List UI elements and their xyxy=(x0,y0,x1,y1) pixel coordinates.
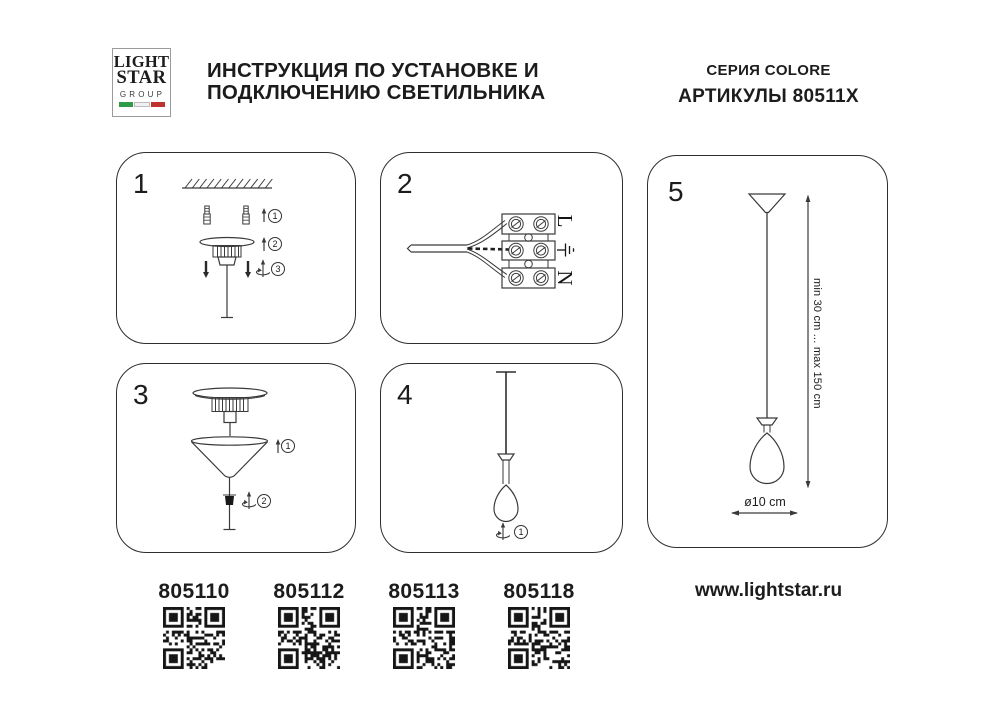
step-marker-2: 2 xyxy=(268,237,282,251)
step-panel-4 xyxy=(380,363,623,553)
website-url: www.lightstar.ru xyxy=(694,580,843,601)
lock-nut-icon xyxy=(225,496,234,505)
articles-code: АРТИКУЛЫ 80511X xyxy=(678,86,859,107)
step-marker-1: 1 xyxy=(514,525,528,539)
qr-code xyxy=(278,607,340,669)
pendant-drawing xyxy=(749,194,785,484)
canopy-drawing xyxy=(200,238,254,318)
flag-green xyxy=(119,102,133,107)
earth-symbol-icon xyxy=(557,244,574,257)
pendant-cord-drawing xyxy=(496,372,516,484)
height-dimension-arrow xyxy=(806,195,811,489)
height-range-label: min 30 cm ... max 150 cm xyxy=(811,278,823,409)
qr-code xyxy=(508,607,570,669)
flag-red xyxy=(151,102,165,107)
step-number: 2 xyxy=(397,168,413,199)
step-number: 5 xyxy=(668,176,684,207)
series-block xyxy=(648,62,889,108)
wiring-diagram xyxy=(381,153,621,342)
cable-drawing xyxy=(408,221,510,278)
step-number: 1 xyxy=(133,168,149,199)
logo-word-light: LIGHT xyxy=(113,52,170,71)
step-panel-3 xyxy=(116,363,356,553)
step-number: 3 xyxy=(133,379,149,410)
up-arrow-icon xyxy=(262,237,267,251)
step-marker-1: 1 xyxy=(268,209,282,223)
page-title xyxy=(207,60,547,103)
step-panel-1 xyxy=(116,152,356,344)
ceiling-hatch xyxy=(182,179,272,188)
step-marker-1: 1 xyxy=(281,439,295,453)
shade-mounting-diagram xyxy=(117,364,354,551)
italian-flag-stripe xyxy=(119,102,165,107)
qr-code xyxy=(163,607,225,669)
canopy-drawing xyxy=(193,388,267,436)
step-number: 4 xyxy=(397,379,413,410)
up-arrow-icon xyxy=(262,208,267,222)
diameter-dimension-arrow xyxy=(731,510,798,515)
up-arrow-icon xyxy=(276,439,281,453)
cord-and-nut-drawing xyxy=(223,477,236,530)
terminal-block-drawing xyxy=(502,214,555,288)
article-code: 805118 xyxy=(503,580,575,603)
qr-code xyxy=(393,607,455,669)
logo-word-group: GROUP xyxy=(119,90,166,99)
screw-icon xyxy=(245,261,251,278)
rotate-icon xyxy=(257,260,270,278)
terminal-label-live: L xyxy=(553,214,577,228)
rotate-icon xyxy=(497,523,510,541)
step-marker-2: 2 xyxy=(257,494,271,508)
pendant-overview-diagram xyxy=(648,156,886,546)
diameter-label: ø10 cm xyxy=(744,495,786,509)
rotate-icon xyxy=(243,492,256,510)
cone-shade-drawing xyxy=(192,437,268,478)
lightstar-logo xyxy=(112,48,171,117)
article-code: 805110 xyxy=(158,580,230,603)
terminal-label-neutral: N xyxy=(553,270,577,286)
step-panel-2 xyxy=(380,152,623,344)
title-line-1: ИНСТРУКЦИЯ ПО УСТАНОВКЕ И xyxy=(207,59,539,82)
diffuser-mounting-diagram xyxy=(381,364,621,551)
series-name: СЕРИЯ COLORE xyxy=(706,62,831,79)
title-line-2: ПОДКЛЮЧЕНИЮ СВЕТИЛЬНИКА xyxy=(207,80,546,104)
dimensions-panel xyxy=(647,155,888,548)
article-code: 805112 xyxy=(273,580,345,603)
logo-word-star: STAR xyxy=(116,68,167,88)
step-marker-3: 3 xyxy=(271,262,285,276)
article-code: 805113 xyxy=(388,580,460,603)
screw-icon xyxy=(203,261,209,278)
flag-white xyxy=(134,102,150,107)
wall-anchor-icon xyxy=(204,206,210,224)
wall-anchor-icon xyxy=(243,206,249,224)
teardrop-shade-drawing xyxy=(494,485,518,522)
ceiling-mounting-diagram xyxy=(117,153,354,342)
